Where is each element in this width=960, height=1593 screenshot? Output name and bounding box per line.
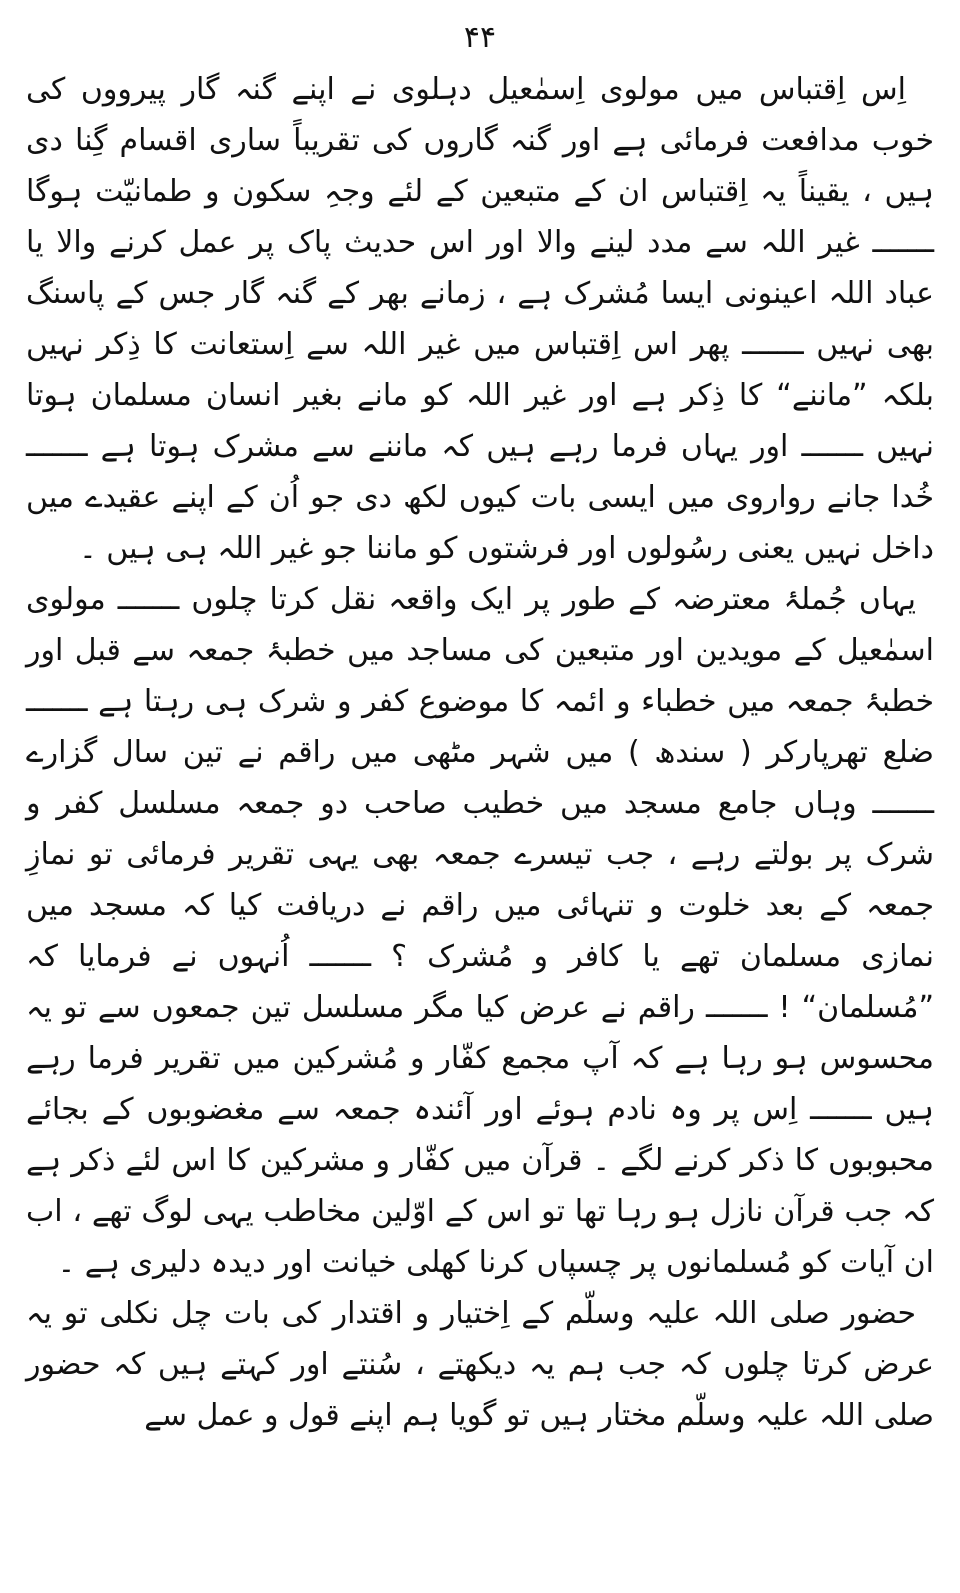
paragraph-ikhtiyar: حضور صلی اللہ علیہ وسلّم کے اِختیار و اقتدار کی بات چل نکلی تو یہ عرض کرتا چلوں کہ جب ہم یہ دیکھتے ، سُنتے اور کہتے ہیں کہ حضور صلی اللہ علیہ وسلّم مختار ہیں تو گویا ہم اپنے قول و عمل سے: [26, 1296, 934, 1433]
page-number: ۴۴: [463, 20, 497, 55]
body-text: [26, 64, 934, 1441]
paragraph-anecdote: یہاں جُملۂ معترضہ کے طور پر ایک واقعہ نقل کرتا چلوں ـــــــ مولوی اسمٰعیل کے مویدین اور متبعین کی مساجد میں خطبۂ جمعہ سے قبل اور خطبۂ جمعہ میں خطباء و ائمہ کا موضوع کفر و شرک ہی رہتا ہے ـــــــ ضلع تھرپارکر ( سندھ ) میں شہر مٹھی میں راقم نے تین سال گزارے ـــــــ وہاں جامع مسجد میں خطیب صاحب دو جمعہ مسلسل کفر و شرک پر بولتے رہے ، جب تیسرے جمعہ بھی یہی تقریر فرمائی تو نمازِ جمعہ کے بعد خلوت و تنہائی میں راقم نے دریافت کیا کہ مسجد میں نمازی مسلمان تھے یا کافر و مُشرک ؟ ـــــــ اُنہوں نے فرمایا کہ ”مُسلمان“ ! ـــــــ راقم نے عرض کیا مگر مسلسل تین جمعوں سے تو یہ محسوس ہو رہا ہے کہ آپ مجمع کفّار و مُشرکین میں تقریر فرما رہے ہیں ـــــــ اِس پر وہ نادم ہوئے اور آئندہ جمعہ سے مغضوبوں کے بجائے محبوبوں کا ذکر کرنے لگے ۔ قرآن میں کفّار و مشرکین کا اس لئے ذکر ہے کہ جب قرآن نازل ہو رہا تھا تو اس کے اوّلین مخاطب یہی لوگ تھے ، اب ان آیات کو مُسلمانوں پر چسپاں کرنا کھلی خیانت اور دیدہ دلیری ہے ۔: [26, 582, 934, 1280]
paragraph-iqtibas: اِس اِقتباس میں مولوی اِسمٰعیل دہلوی نے اپنے گنہ گار پیرووں کی خوب مدافعت فرمائی ہے اور گنہ گاروں کی تقریباً ساری اقسام گِنا دی ہیں ، یقیناً یہ اِقتباس ان کے متبعین کے لئے وجہِ سکون و طمانیّت ہوگا ـــــــ غیر اللہ سے مدد لینے والا اور اس حدیث پاک پر عمل کرنے والا یا عباد اللہ اعینونی ایسا مُشرک ہے ، زمانے بھر کے گنہ گار جس کے پاسنگ بھی نہیں ـــــــ پھر اس اِقتباس میں غیر اللہ سے اِستعانت کا ذِکر نہیں بلکہ ”ماننے“ کا ذِکر ہے اور غیر اللہ کو مانے بغیر انسان مسلمان ہوتا نہیں ـــــــ اور یہاں فرما رہے ہیں کہ ماننے سے مشرک ہوتا ہے ـــــــ خُدا جانے رواروی میں ایسی بات کیوں لکھ دی جو اُن کے اپنے عقیدے میں داخل نہیں یعنی رسُولوں اور فرشتوں کو ماننا جو غیر اللہ ہی ہیں ۔: [26, 72, 934, 566]
